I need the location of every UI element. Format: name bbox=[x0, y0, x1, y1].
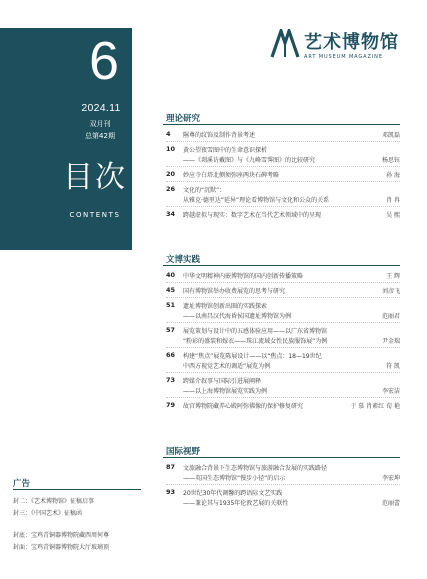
entry-title: 遗址博物馆创新出圈的实践探索 bbox=[183, 303, 268, 310]
ad-item: 封二：《艺术博物馆》征稿启事 bbox=[13, 498, 95, 505]
entry-title: 跨越虚拟与现实：数字艺术在当代艺术领域中的呈现 bbox=[183, 212, 322, 219]
entry-author: 尹金瑞 bbox=[381, 338, 400, 345]
entry-title: 隰尊的纹饰及制作背景考述 bbox=[183, 132, 256, 139]
entry-author: 范丽君 bbox=[381, 313, 400, 320]
logo-name-cn: 艺术博物馆 bbox=[304, 32, 399, 53]
entry-title: 故宫博物院藏养心殿阿弥佛像的保护修复研究 bbox=[183, 403, 304, 410]
entry-title: 中华文明精神内嵌博物馆的国内创新传播策略 bbox=[183, 273, 304, 280]
entry-subtitle: 从雅克·德里达“延异”理论看博物馆与文化和公众的关系 bbox=[183, 197, 330, 204]
page-number: 4 bbox=[166, 130, 171, 138]
page-number: 93 bbox=[166, 488, 176, 496]
entry-subtitle: ——兼论其与1935年伦敦艺展的关联性 bbox=[183, 500, 289, 507]
page-number: 26 bbox=[166, 185, 176, 193]
page-number: 57 bbox=[166, 326, 176, 334]
entry-title: 文化的“沉默”： bbox=[183, 187, 226, 194]
entry-author: 于 慕 肖素红 荀 艳 bbox=[350, 403, 400, 410]
entry-author: 范丽蕾 bbox=[381, 500, 400, 507]
ad-item: 封面：宝鸡青铜器博物院大厅玻璃顶 bbox=[13, 544, 110, 551]
entry-title: 黄公望夜雪图中的生命意识探析 bbox=[183, 147, 268, 154]
page-number: 66 bbox=[166, 351, 176, 359]
ad-item: 封三：《中国艺术》征稿函 bbox=[13, 510, 83, 517]
page-number: 73 bbox=[166, 376, 176, 384]
entry-author: 刘彦飞 bbox=[381, 288, 400, 295]
entry-subtitle: ——以上海博物馆展览实践为例 bbox=[183, 388, 268, 395]
page-number: 34 bbox=[166, 210, 176, 218]
entry-separator bbox=[166, 397, 400, 398]
entry-title: 构建“焦点”展览陈展设计——以“焦点：18—19世纪 bbox=[183, 353, 322, 360]
entry-separator bbox=[166, 297, 400, 298]
entry-subtitle: ——《剡溪访戴图》与《九峰雪霁图》的比较研究 bbox=[183, 157, 316, 164]
entry-title: 展览策划与设计中的五感体验应用——以广东省博物馆 bbox=[183, 328, 328, 335]
entry-author: 李宏洁 bbox=[381, 388, 400, 395]
page-number: 20 bbox=[166, 170, 176, 178]
entry-separator bbox=[166, 282, 400, 283]
ads-title: 广告 bbox=[13, 479, 31, 489]
section-divider bbox=[163, 265, 400, 266]
entry-author: 李宏坤 bbox=[381, 475, 400, 482]
section-title-international: 国际视野 bbox=[166, 447, 201, 457]
toc-title: 目次 bbox=[63, 160, 127, 195]
entry-separator bbox=[166, 372, 400, 373]
ad-item: 封底：宝鸡青铜器博物院藏西周何尊 bbox=[13, 532, 110, 539]
entry-separator bbox=[166, 206, 400, 207]
page-number: 45 bbox=[166, 286, 176, 294]
entry-author: 符 凯 bbox=[386, 363, 400, 370]
entry-author: 肖 冉 bbox=[386, 197, 400, 204]
page-number: 87 bbox=[166, 463, 176, 471]
entry-separator bbox=[166, 166, 400, 167]
entry-title: 国有博物馆举办收费展览的思考与研究 bbox=[183, 288, 286, 295]
section-title-practice: 文博实践 bbox=[166, 255, 201, 265]
entry-author: 邓凯磊 bbox=[381, 132, 400, 139]
page-number: 79 bbox=[166, 401, 176, 409]
ads-divider bbox=[13, 489, 141, 490]
entry-title: 妙应寺白塔北侧须弥座两块石碑考略 bbox=[183, 172, 280, 179]
entry-author: 孙 海 bbox=[386, 172, 400, 179]
issue-frequency: 双月刊 bbox=[89, 120, 111, 128]
entry-subtitle: “粉彩的盛装和嫁衣——珠江流域女性民族服饰展”为例 bbox=[183, 338, 328, 345]
entry-author: 王 辉 bbox=[386, 273, 400, 280]
entry-separator bbox=[166, 484, 400, 485]
entry-subtitle: 中西方视觉艺术的调适”展览为例 bbox=[183, 363, 271, 370]
page-number: 10 bbox=[166, 145, 176, 153]
entry-separator bbox=[166, 322, 400, 323]
entry-author: 杨思钰 bbox=[381, 157, 400, 164]
page-number: 40 bbox=[166, 271, 176, 279]
magazine-logo bbox=[270, 26, 427, 68]
issue-number: 6 bbox=[88, 31, 120, 91]
entry-separator bbox=[166, 181, 400, 182]
entry-subtitle: ——英国生态博物馆“慢步小径”的启示 bbox=[183, 475, 286, 482]
logo-name-en: ART MUSEUM MAGAZINE bbox=[304, 54, 383, 60]
entry-title: 20世纪30年代调馨的跨语际文艺实践 bbox=[183, 490, 283, 497]
issue-date: 2024.11 bbox=[81, 102, 121, 114]
entry-subtitle: ——以南昌汉代海昏侯国遗址博物馆为例 bbox=[183, 313, 292, 320]
entry-title: 跨媒介叙事与国际引进展阐释 bbox=[183, 378, 262, 385]
section-title-theory: 理论研究 bbox=[166, 114, 201, 124]
logo-mark-icon bbox=[270, 29, 300, 59]
entry-separator bbox=[166, 347, 400, 348]
entry-author: 吴 熙 bbox=[386, 212, 400, 219]
issue-total-count: 总第42期 bbox=[85, 132, 115, 140]
contents-label: CONTENTS bbox=[69, 211, 121, 219]
page-number: 51 bbox=[166, 301, 176, 309]
section-divider bbox=[163, 124, 400, 125]
entry-separator bbox=[166, 141, 400, 142]
entry-title: 文旅融合背景下生态博物馆与旅游融合发展的实践路径 bbox=[183, 465, 328, 472]
section-divider bbox=[163, 457, 400, 458]
